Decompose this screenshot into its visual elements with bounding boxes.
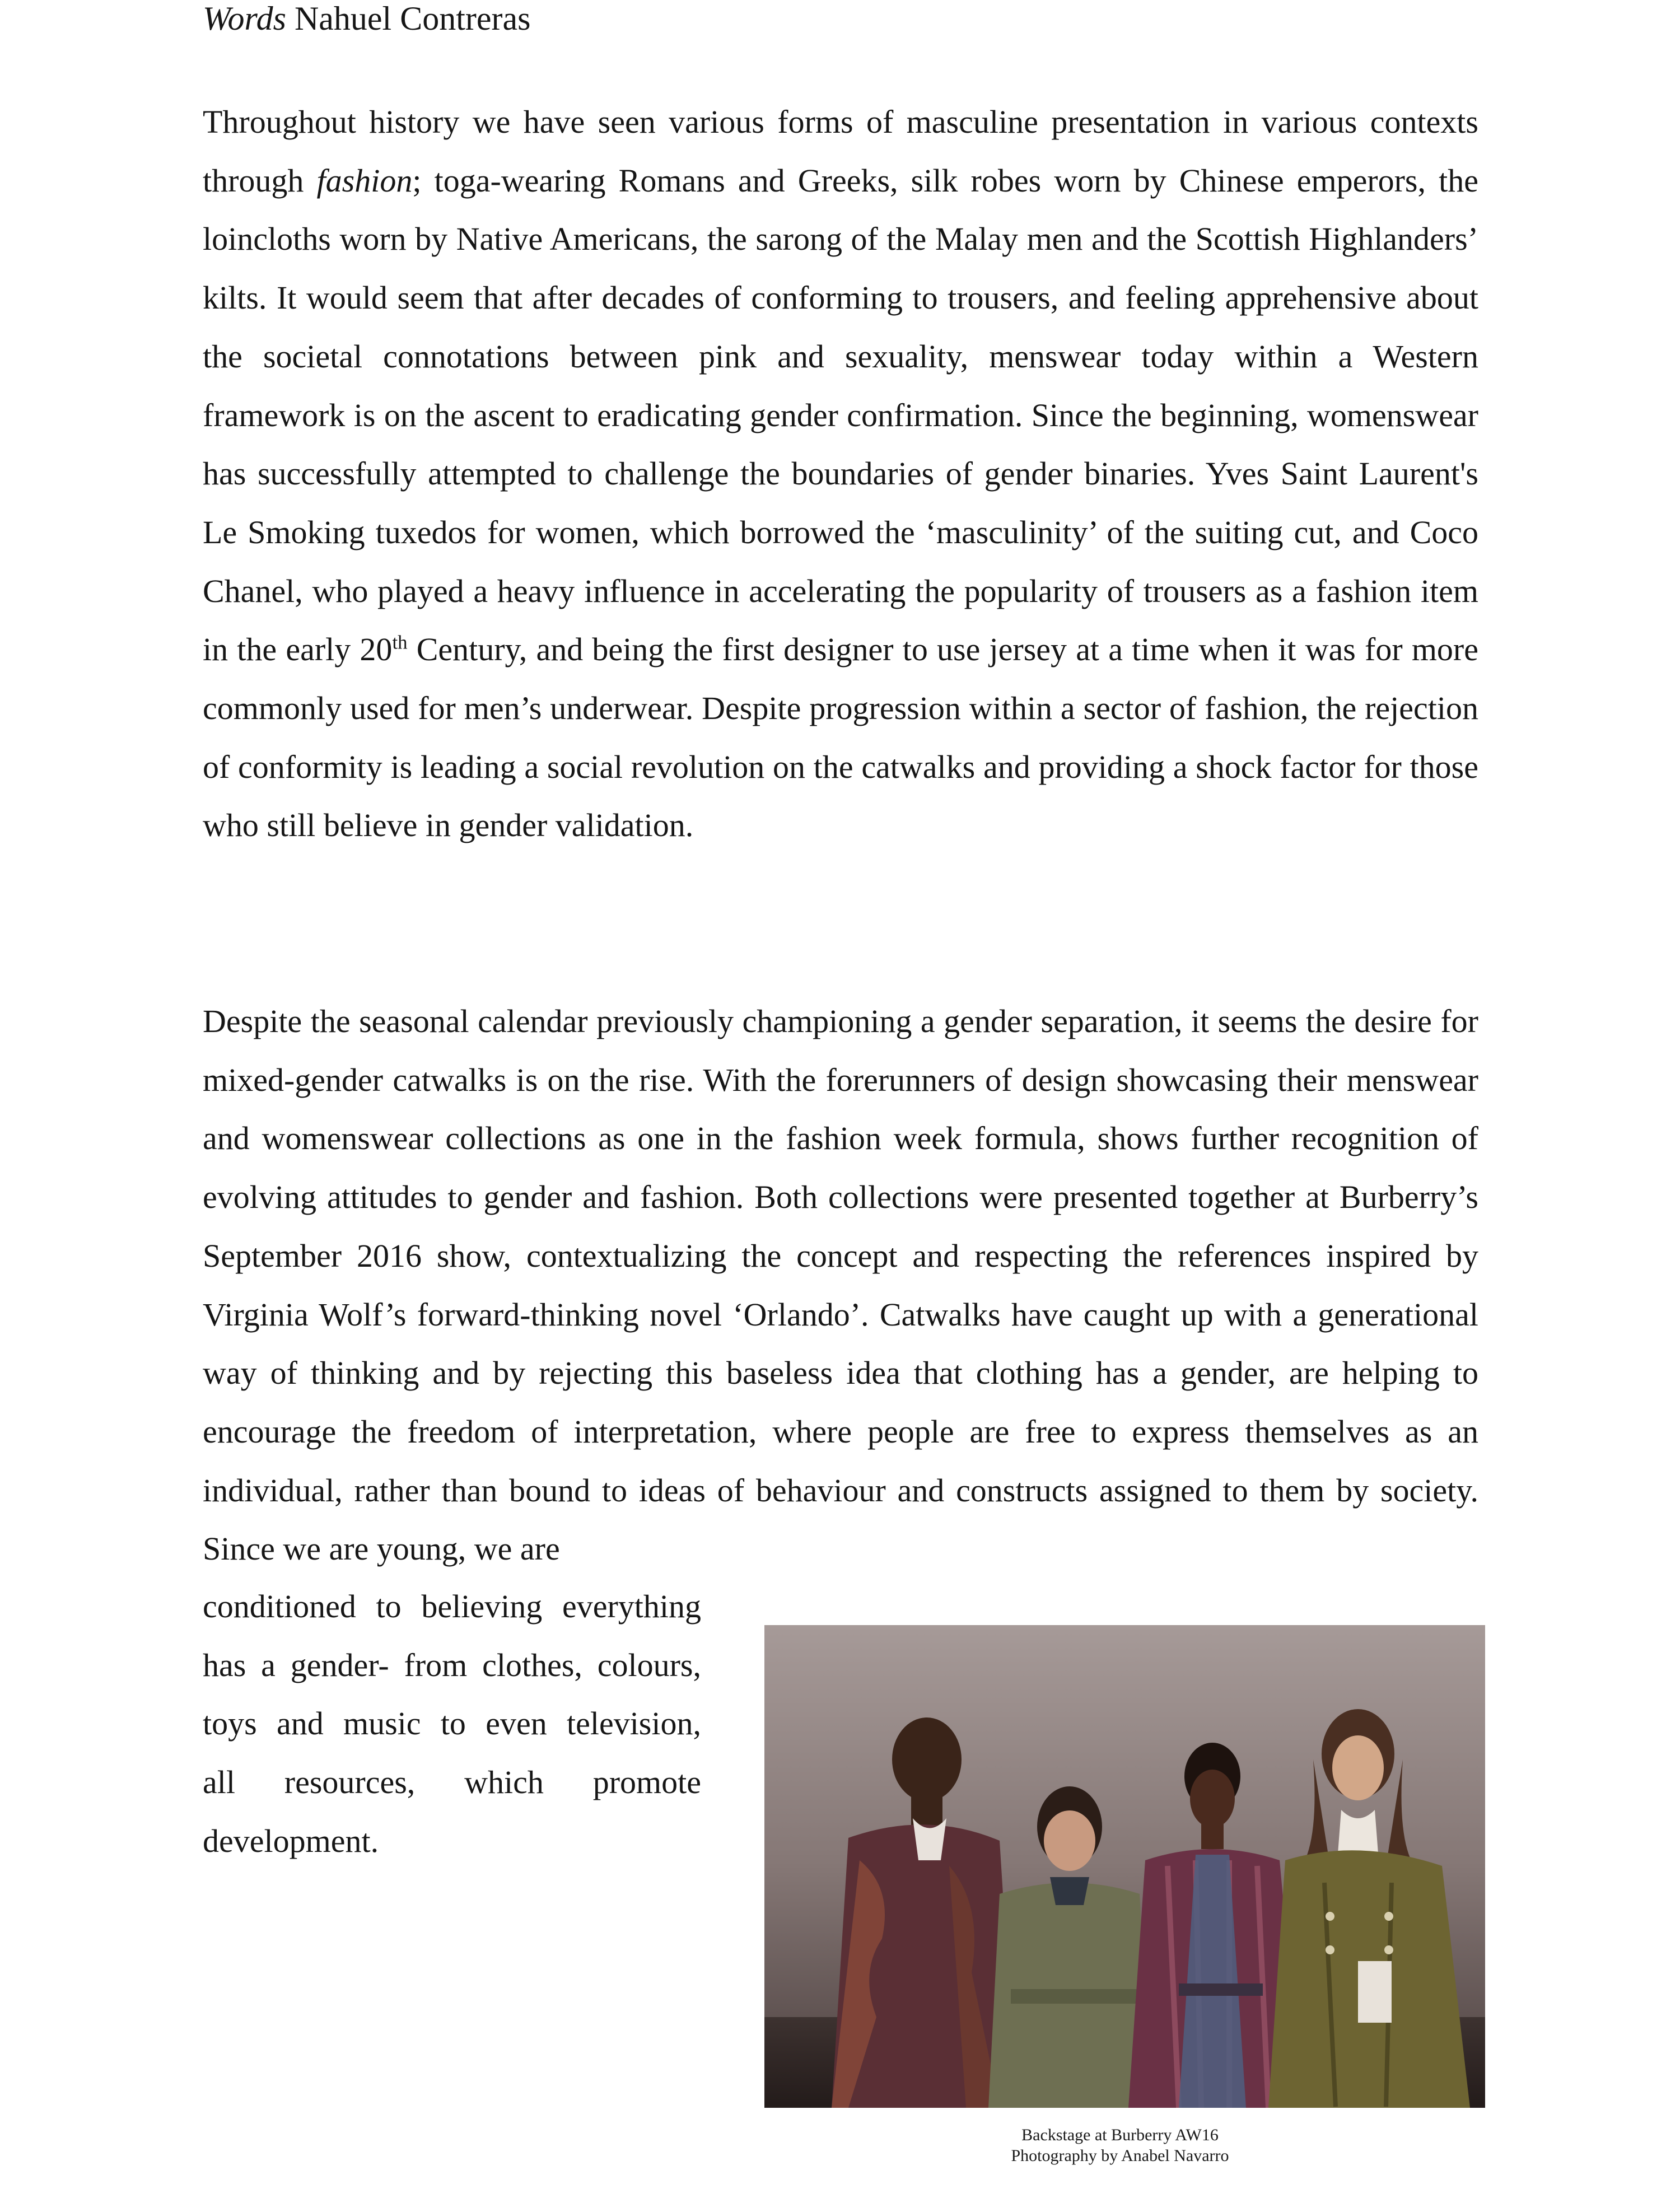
paragraph-1-part-2: ; toga-wearing Romans and Greeks, silk robes worn by Chinese emperors, the loincloths worn by Native Americans, the sarong of the Malay men and the Scottish Highlanders’ kilts. It would seem that after decades of conforming to trousers, and feeling apprehensive about the societal connotations between pink and sexuality, menswear today within a Western framework is on the ascent to eradicating gender confirmation. Since the beginning, womenswear has successfully attempted to challenge the boundaries of gender binaries. Yves Saint Laurent's Le Smoking tuxedos for women, which borrowed the ‘masculinity’ of the suiting cut, and Coco Chanel, who played a heavy influence in accelerating the popularity of trousers as a fashion item in the early 20 (203, 162, 1478, 668)
paragraph-3 (203, 1577, 701, 1871)
paragraph-1-superscript: th (392, 632, 408, 654)
paragraph-1-part-1: Throughout history we have seen various forms of masculine presentation in various contexts through (203, 104, 1478, 199)
photo-caption-line-2: Photography by Anabel Navarro (1011, 2146, 1229, 2165)
paragraph-3-line: toys and music to even television, (203, 1705, 701, 1742)
paragraph-1 (203, 93, 1478, 855)
byline-prefix: Words (203, 0, 286, 37)
paragraph-1-part-3: Century, and being the first designer to use jersey at a time when it was for more commonly used for men’s underwear. Despite progression within a sector of fashion, the rejection of conformity is leading a social revolution on the catwalks and providing a shock factor for those who still believe in gender validation. (203, 631, 1478, 844)
paragraph-3-line: conditioned to believing everything (203, 1588, 701, 1625)
paragraph-1-fashion-word: fashion (316, 162, 413, 199)
paragraph-3-line: has a gender- from clothes, colours, (203, 1646, 701, 1683)
byline (203, 0, 530, 37)
byline-author: Nahuel Contreras (294, 0, 531, 37)
paragraph-3-line: development. (203, 1822, 379, 1859)
paragraph-3-line: all resources, which promote (203, 1764, 701, 1801)
photo-caption-line-1: Backstage at Burberry AW16 (1021, 2126, 1219, 2144)
backstage-photo (764, 1625, 1485, 2108)
backstage-photo-illustration (764, 1625, 1485, 2108)
paragraph-2: Despite the seasonal calendar previously championing a gender separation, it seems the desire for mixed-gender catwalks is on the rise. With the forerunners of design showcasing their menswear and womenswear collections as one in the fashion week formula, shows further recognition of evolving attitudes to gender and fashion. Both collections were presented together at Burberry’s September 2016 show, contextualizing the concept and respecting the references inspired by Virginia Wolf’s forward-thinking novel ‘Orlando’. Catwalks have caught up with a generational way of thinking and by rejecting this baseless idea that clothing has a gender, are helping to encourage the freedom of interpretation, where people are free to express themselves as an individual, rather than bound to ideas of behaviour and constructs assigned to them by society. Since we are young, we are (203, 1003, 1478, 1567)
